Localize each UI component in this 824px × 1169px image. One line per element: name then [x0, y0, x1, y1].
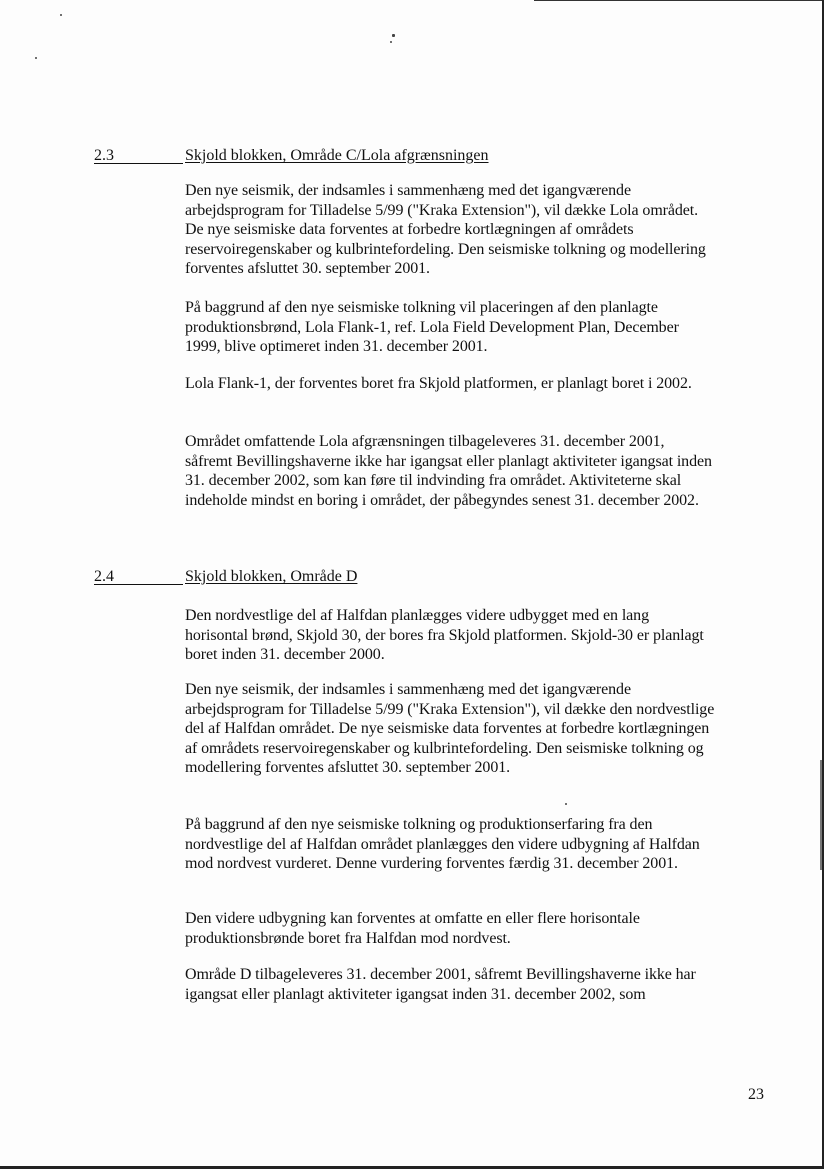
section-number: 2.3 — [94, 146, 183, 164]
paragraph: Den nye seismik, der indsamles i sammenhæng med det igangværende arbejdsprogram for Tilladelse 5/99 ("Kraka Extension"), vil dække den nordvestlige del af Halfdan området. De nye seismiske data forventes at forbedre kortlægningen af områdets reservoiregenskaber og kulbrintefordeling. Den seismiske tolkning og modellering forventes afsluttet 30. september 2001. — [185, 681, 715, 777]
page-number: 23 — [748, 1086, 764, 1103]
paragraph: Området omfattende Lola afgrænsningen tilbageleveres 31. december 2001, såfremt Bevillingshaverne ikke har igangsat eller planlagt aktiviteter igangsat inden 31. december 2002, som kan føre til indvinding fra området. Aktiviteterne skal indeholde mindst en boring i området, der påbegyndes senest 31. december 2002. — [185, 433, 712, 509]
scan-edge-line — [534, 0, 824, 1]
scan-speck — [392, 34, 395, 37]
paragraph: Den nye seismik, der indsamles i sammenhæng med det igangværende arbejdsprogram for Tilladelse 5/99 ("Kraka Extension"), vil dække Lola området. De nye seismiske data forventes at forbedre kortlægningen af områdets reservoiregenskaber og kulbrintefordeling. Den seismiske tolkning og modellering forventes afsluttet 30. september 2001. — [185, 182, 706, 278]
section-number: 2.4 — [94, 567, 183, 585]
scan-speck — [390, 41, 392, 43]
scan-edge-mark — [820, 760, 822, 870]
section-title: Skjold blokken, Område D — [185, 568, 358, 585]
paragraph: Den videre udbygning kan forventes at omfatte en eller flere horisontale produktionsbrønde boret fra Halfdan mod nordvest. — [185, 910, 640, 947]
paragraph: På baggrund af den nye seismiske tolkning og produktionserfaring fra den nordvestlige del af Halfdan området planlægges den videre udbygning af Halfdan mod nordvest vurderet. Denne vurdering forventes færdig 31. december 2001. — [185, 816, 700, 873]
paragraph: Område D tilbageleveres 31. december 2001, såfremt Bevillingshaverne ikke har igangsat eller planlagt aktiviteter igangsat inden 31. december 2002, som — [185, 966, 696, 1003]
section-heading-2-3 — [0, 146, 824, 168]
section-title: Skjold blokken, Område C/Lola afgrænsningen — [185, 147, 489, 164]
scan-speck — [565, 803, 567, 805]
scan-speck — [60, 14, 62, 16]
paragraph: Den nordvestlige del af Halfdan planlægges videre udbygget med en lang horisontal brønd, Skjold 30, der bores fra Skjold platformen. Skjold-30 er planlagt boret inden 31. december 2000. — [185, 607, 704, 664]
paragraph: Lola Flank-1, der forventes boret fra Skjold platformen, er planlagt boret i 2002. — [185, 375, 692, 392]
scan-speck — [35, 57, 37, 59]
paragraph: På baggrund af den nye seismiske tolkning vil placeringen af den planlagte produktionsbrønd, Lola Flank-1, ref. Lola Field Development Plan, December 1999, blive optimeret inden 31. december 2001. — [185, 299, 679, 356]
section-heading-2-4 — [0, 567, 824, 589]
